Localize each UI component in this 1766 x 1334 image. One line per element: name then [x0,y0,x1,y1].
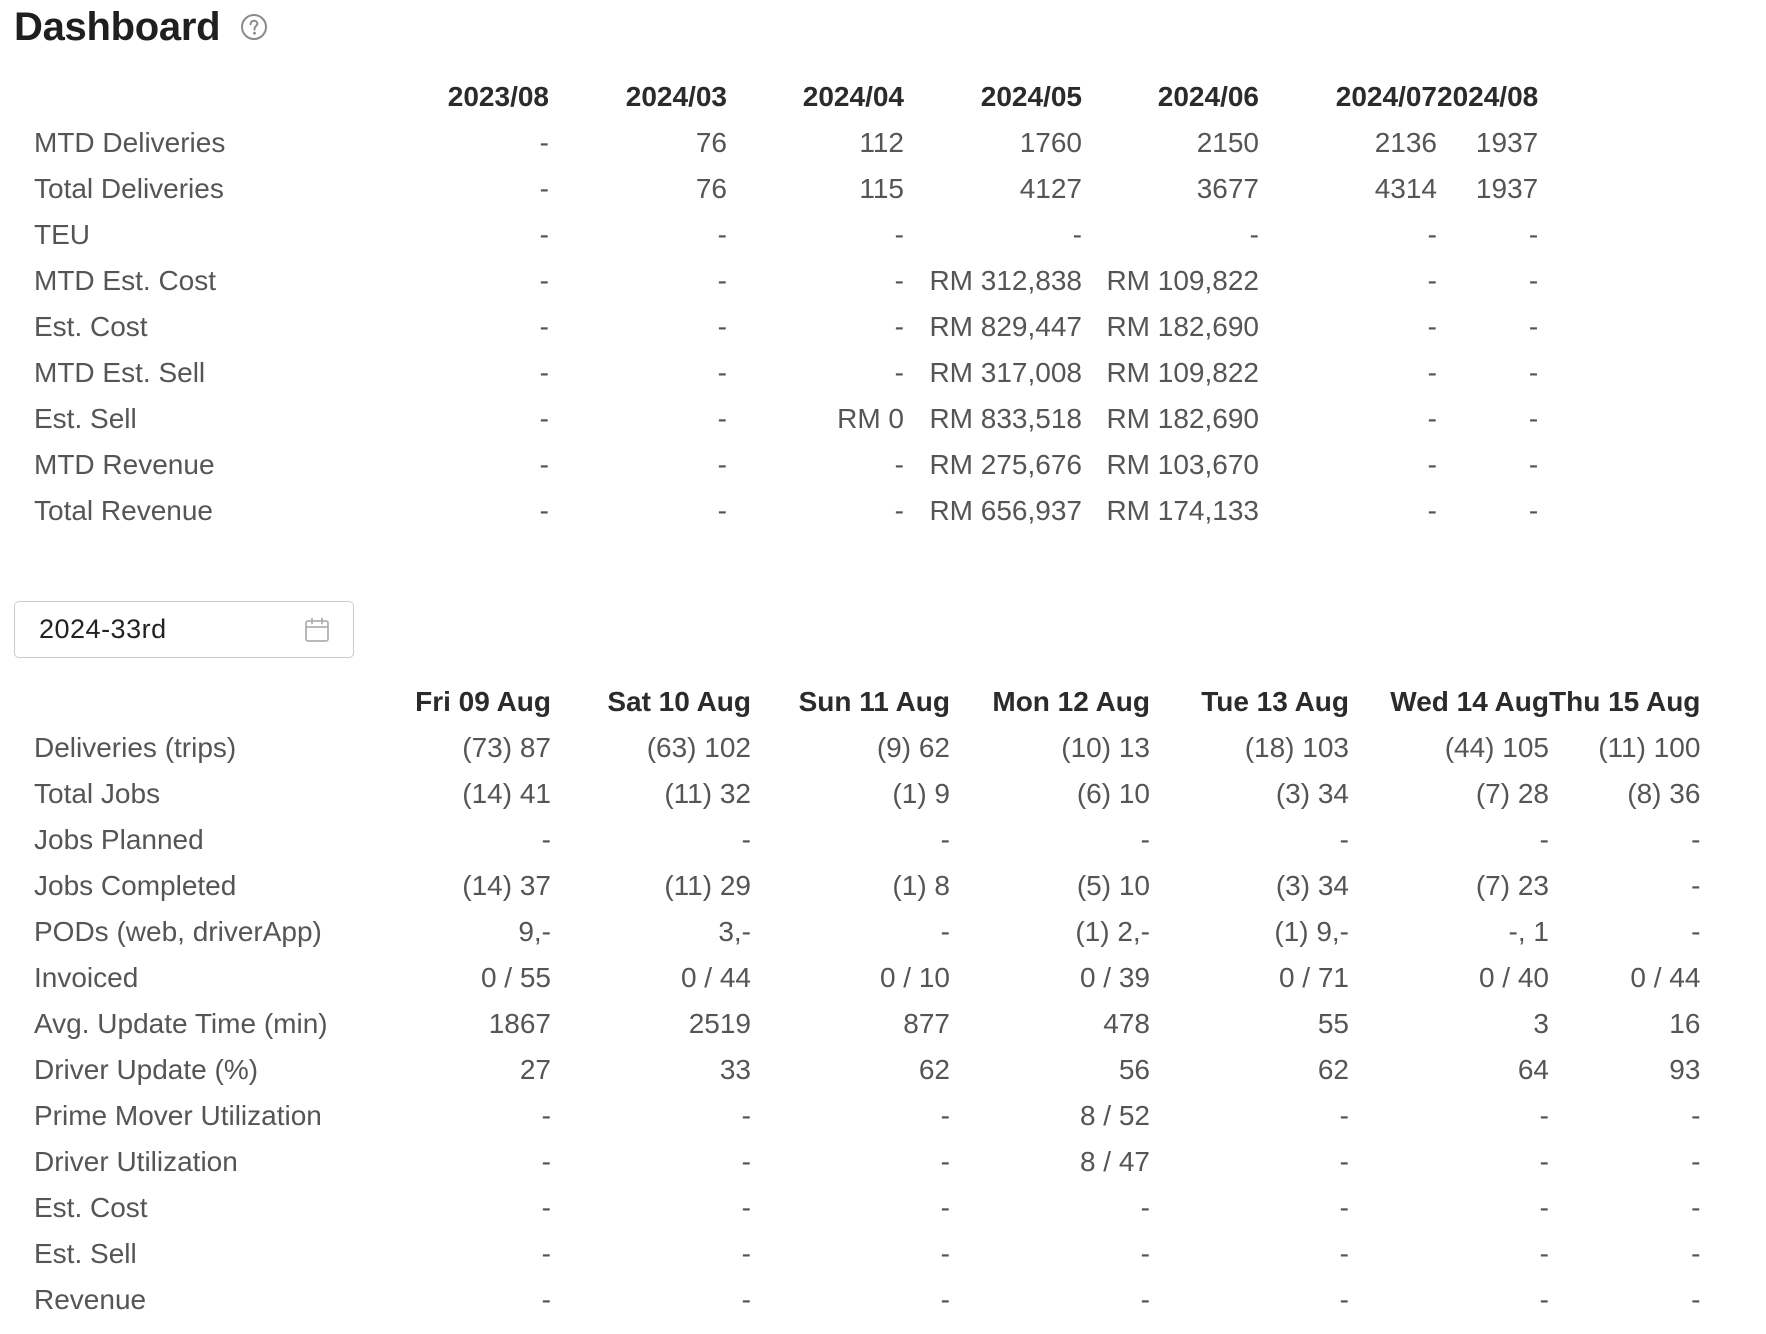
table-cell: - [541,824,551,855]
table-cell: - [894,311,904,342]
page-header [14,2,268,52]
table-cell: - [1140,1284,1150,1315]
monthly-column-header: 2024/08 [1437,81,1539,112]
table-cell: (9) 62 [876,732,950,763]
table-cell: - [894,495,904,526]
weekly-column-header: Sat 10 Aug [607,686,751,717]
table-row [14,1093,1700,1139]
table-cell: - [741,824,751,855]
row-label: Total Deliveries [34,173,224,204]
row-label: Revenue [34,1284,147,1315]
table-cell: (11) 29 [664,870,751,901]
monthly-column-header: 2024/03 [625,81,727,112]
table-row [14,258,1538,304]
table-row [14,212,1538,258]
table-cell: RM 109,822 [1106,357,1259,388]
table-cell: 2136 [1374,127,1437,158]
table-cell: - [539,495,549,526]
table-cell: - [1528,311,1539,342]
table-cell: RM 317,008 [929,357,1082,388]
table-cell: (3) 34 [1275,870,1349,901]
table-cell: - [894,357,904,388]
table-cell: -, 1 [1508,916,1549,947]
row-label: Est. Sell [34,1238,137,1269]
table-cell: 478 [1103,1008,1150,1039]
monthly-header-row [14,74,1538,120]
table-cell: 115 [859,173,904,204]
table-cell: - [1691,1100,1701,1131]
monthly-column-header: 2024/04 [802,81,904,112]
weekly-column-header: Sun 11 Aug [798,686,950,717]
table-cell: 0 / 10 [879,962,950,993]
row-label: MTD Deliveries [34,127,226,158]
table-cell: - [539,311,549,342]
table-cell: RM 174,133 [1106,495,1259,526]
table-cell: RM 182,690 [1106,403,1259,434]
row-label: TEU [34,219,90,250]
table-cell: (1) 9,- [1274,916,1349,947]
table-cell: - [1427,311,1437,342]
table-row [14,817,1700,863]
row-label: Est. Sell [34,403,137,434]
table-cell: - [1427,449,1437,480]
table-cell: - [1072,219,1082,250]
table-cell: - [1140,1192,1150,1223]
table-cell: - [717,495,727,526]
table-cell: - [717,357,727,388]
table-cell: - [741,1284,751,1315]
table-cell: - [894,449,904,480]
monthly-column-header: 2024/05 [980,81,1082,112]
table-cell: 877 [903,1008,950,1039]
table-cell: - [894,219,904,250]
table-cell: (1) 8 [892,870,950,901]
table-cell: 1760 [1019,127,1082,158]
table-cell: - [940,1192,950,1223]
table-cell: 55 [1317,1008,1349,1039]
table-cell: RM 182,690 [1106,311,1259,342]
table-cell: (7) 23 [1475,870,1549,901]
table-cell: RM 833,518 [929,403,1082,434]
table-cell: 0 / 55 [480,962,551,993]
table-cell: - [1528,219,1539,250]
table-cell: - [940,1146,950,1177]
table-cell: - [741,1238,751,1269]
row-label: Total Revenue [34,495,214,526]
weekly-column-header: Thu 15 Aug [1549,686,1701,717]
table-cell: - [1427,495,1437,526]
table-cell: 27 [519,1054,551,1085]
table-cell: - [1339,1192,1349,1223]
table-cell: 33 [719,1054,751,1085]
table-cell: 76 [695,127,727,158]
table-cell: - [1140,824,1150,855]
calendar-icon[interactable] [303,616,331,644]
table-row [14,1047,1700,1093]
row-label: Total Jobs [34,778,161,809]
table-cell: - [1339,824,1349,855]
monthly-column-header: 2023/08 [447,81,549,112]
table-cell: - [940,1100,950,1131]
table-cell: - [1427,403,1437,434]
table-cell: 0 / 40 [1478,962,1549,993]
row-label: Invoiced [34,962,139,993]
table-cell: - [1528,403,1539,434]
table-cell: - [940,1284,950,1315]
table-cell: 0 / 44 [680,962,751,993]
table-cell: - [1539,1238,1549,1269]
weekly-column-header: Mon 12 Aug [992,686,1150,717]
table-cell: 0 / 44 [1630,962,1701,993]
table-cell: - [1528,495,1539,526]
table-cell: - [1691,824,1701,855]
table-row [14,725,1700,771]
table-cell: - [539,127,549,158]
help-icon[interactable] [240,13,268,41]
table-cell: 112 [859,127,904,158]
table-cell: - [717,403,727,434]
table-cell: - [1427,219,1437,250]
table-cell: 3677 [1196,173,1259,204]
weekly-column-header: Tue 13 Aug [1201,686,1349,717]
row-label: MTD Est. Sell [34,357,206,388]
table-cell: (14) 41 [462,778,551,809]
table-row [14,442,1538,488]
table-cell: - [1339,1146,1349,1177]
monthly-column-header: 2024/06 [1157,81,1259,112]
table-row [14,863,1700,909]
weekly-column-header: Wed 14 Aug [1390,686,1549,717]
table-cell: (10) 13 [1061,732,1150,763]
table-cell: - [741,1192,751,1223]
table-cell: 9,- [518,916,551,947]
table-cell: (1) 2,- [1075,916,1150,947]
table-cell: (6) 10 [1076,778,1150,809]
table-cell: - [1339,1238,1349,1269]
table-cell: - [539,403,549,434]
table-row [14,488,1538,534]
table-cell: 16 [1669,1008,1701,1039]
table-cell: 0 / 39 [1079,962,1150,993]
table-cell: - [1539,1284,1549,1315]
table-cell: (44) 105 [1444,732,1549,763]
row-label: Est. Cost [34,1192,148,1223]
table-cell: - [541,1100,551,1131]
row-label: Jobs Completed [34,870,237,901]
table-cell: (73) 87 [462,732,551,763]
table-cell: (8) 36 [1627,778,1701,809]
table-row [14,166,1538,212]
table-cell: 62 [1317,1054,1349,1085]
table-row [14,1139,1700,1185]
table-cell: (1) 9 [892,778,950,809]
page-title: Dashboard [14,4,221,49]
table-cell: (11) 100 [1598,732,1701,763]
table-cell: (3) 34 [1275,778,1349,809]
table-cell: RM 312,838 [929,265,1082,296]
row-label: Prime Mover Utilization [34,1100,322,1131]
table-cell: 4127 [1019,173,1082,204]
table-cell: RM 275,676 [929,449,1082,480]
row-label: MTD Est. Cost [34,265,217,296]
table-cell: 3 [1533,1008,1549,1039]
table-cell: 1937 [1475,173,1539,204]
table-cell: - [940,824,950,855]
table-cell: - [1539,1146,1549,1177]
table-cell: - [741,1100,751,1131]
table-cell: 76 [695,173,727,204]
table-cell: - [539,173,549,204]
table-row [14,120,1538,166]
row-label: Est. Cost [34,311,148,342]
table-cell: 2519 [688,1008,751,1039]
table-cell: - [1339,1284,1349,1315]
table-cell: (11) 32 [664,778,751,809]
table-cell: - [940,1238,950,1269]
table-cell: (18) 103 [1244,732,1349,763]
table-cell: - [1339,1100,1349,1131]
table-cell: 56 [1118,1054,1150,1085]
table-cell: 64 [1517,1054,1549,1085]
table-cell: - [1691,916,1701,947]
table-cell: - [940,916,950,947]
table-row [14,1185,1700,1231]
table-row [14,350,1538,396]
table-cell: - [1691,1238,1701,1269]
table-cell: 93 [1669,1054,1701,1085]
table-row [14,1277,1700,1323]
table-cell: RM 103,670 [1106,449,1259,480]
table-cell: - [541,1284,551,1315]
table-cell: - [539,449,549,480]
table-cell: 8 / 52 [1079,1100,1150,1131]
table-cell: - [1691,870,1701,901]
weekly-body [14,725,1700,1323]
monthly-corner-cell [14,74,372,120]
table-cell: RM 109,822 [1106,265,1259,296]
table-cell: (14) 37 [462,870,551,901]
row-label: Avg. Update Time (min) [34,1008,328,1039]
table-cell: - [717,265,727,296]
table-row [14,909,1700,955]
table-cell: - [1691,1284,1701,1315]
table-cell: - [1528,357,1539,388]
table-row [14,955,1700,1001]
table-cell: (63) 102 [646,732,751,763]
table-cell: 62 [918,1054,950,1085]
table-cell: - [894,265,904,296]
table-cell: - [717,449,727,480]
table-cell: 8 / 47 [1079,1146,1150,1177]
week-picker-value: 2024-33rd [39,614,167,644]
table-cell: - [717,311,727,342]
table-cell: - [1691,1192,1701,1223]
weekly-header-row [14,679,1700,725]
table-cell: - [717,219,727,250]
table-cell: - [1427,265,1437,296]
table-cell: - [1691,1146,1701,1177]
table-cell: 4314 [1374,173,1437,204]
row-label: Jobs Planned [34,824,204,855]
row-label: PODs (web, driverApp) [34,916,322,947]
weekly-summary-table [14,679,1700,1323]
table-cell: - [1539,1192,1549,1223]
table-cell: - [1539,824,1549,855]
row-label: Driver Update (%) [34,1054,259,1085]
table-cell: - [539,357,549,388]
table-row [14,771,1700,817]
table-cell: - [1427,357,1437,388]
monthly-summary-table [14,74,1538,534]
table-cell: - [539,219,549,250]
table-row [14,1001,1700,1047]
monthly-column-header: 2024/07 [1335,81,1437,112]
table-row [14,1231,1700,1277]
row-label: Driver Utilization [34,1146,238,1177]
table-cell: RM 656,937 [929,495,1082,526]
table-cell: - [541,1238,551,1269]
table-cell: - [1528,449,1539,480]
table-cell: - [539,265,549,296]
table-cell: - [541,1192,551,1223]
table-cell: - [741,1146,751,1177]
table-cell: 3,- [718,916,751,947]
table-cell: - [1140,1238,1150,1269]
table-cell: 1867 [488,1008,551,1039]
monthly-body [14,120,1538,534]
table-cell: 2150 [1196,127,1259,158]
table-cell: RM 0 [837,403,904,434]
table-cell: (5) 10 [1076,870,1150,901]
table-cell: RM 829,447 [929,311,1082,342]
row-label: Deliveries (trips) [34,732,237,763]
week-picker[interactable] [14,601,354,658]
table-cell: 1937 [1475,127,1539,158]
weekly-corner-cell [14,679,352,725]
table-cell: - [1539,1100,1549,1131]
table-cell: - [541,1146,551,1177]
table-cell: 0 / 71 [1278,962,1349,993]
table-row [14,396,1538,442]
row-label: MTD Revenue [34,449,215,480]
table-cell: - [1249,219,1259,250]
weekly-column-header: Fri 09 Aug [415,686,551,717]
table-row [14,304,1538,350]
table-cell: (7) 28 [1475,778,1549,809]
table-cell: - [1528,265,1539,296]
